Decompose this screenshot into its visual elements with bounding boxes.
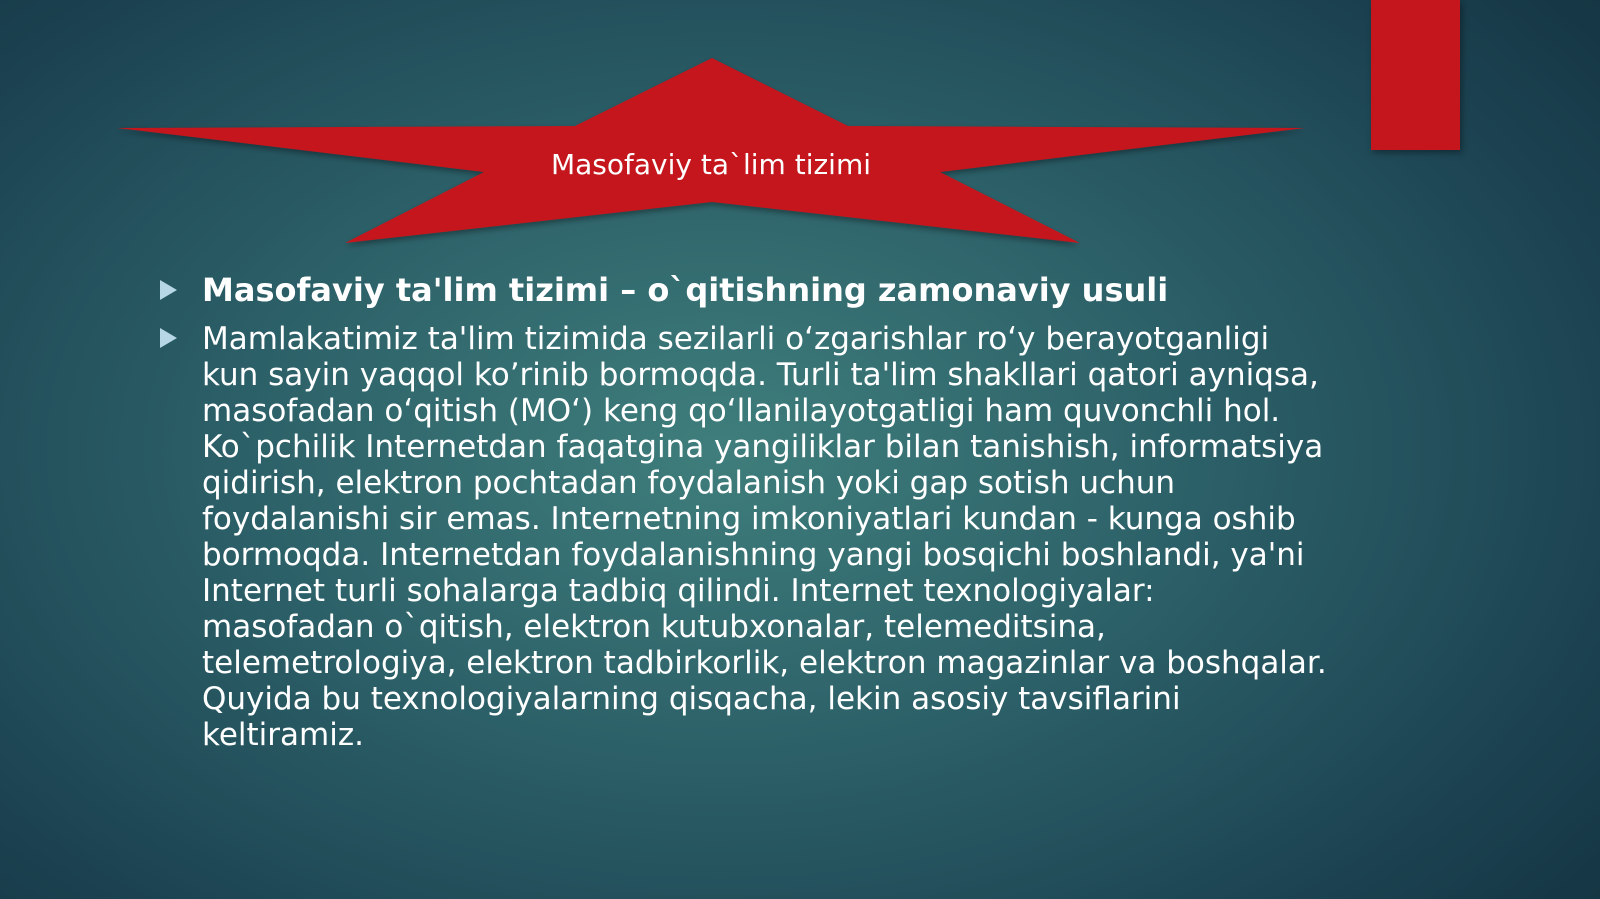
triangle-bullet-icon [160, 280, 177, 300]
slide-title: Masofaviy ta`lim tizimi [550, 148, 872, 181]
bullet-2-paragraph-2: Ko`pchilik Internetdan faqatgina yangiliklar bilan tanishish, informatsiya qidirish, elektron pochtadan foydalanish yoki gap sotish uchun foydalanishi sir emas. Internetning imkoniyatlari kundan - kunga oshib bormoqda. Internetdan foydalanishning yangi bosqichi boshlandi, ya'ni Internet turli sohalarga tadbiq qilindi. Internet texnologiyalar: masofadan o`qitish, elektron kutubxonalar, telemeditsina, telemetrologiya, elektron tadbirkorlik, elektron magazinlar va boshqalar. Quyida bu texnologiyalarning qisqacha, lekin asosiy tavsiflarini keltiramiz. [202, 429, 1327, 753]
bullet-item-2 [155, 321, 1335, 753]
title-star-shape [0, 0, 1600, 260]
triangle-bullet-icon [160, 328, 177, 348]
bullet-2-paragraph-1: Mamlakatimiz ta'lim tizimida sezilarli oʻzgarishlar roʻy berayotganligi kun sayin yaqqol ko’rinib bormoqda. Turli ta'lim shakllari qatori ayniqsa, masofadan oʻqitish (MOʻ) keng qoʻllanilayotgatligi ham quvonchli hol. [202, 321, 1319, 429]
bullet-1-text: Masofaviy ta'lim tizimi – o`qitishning zamonaviy usuli [202, 271, 1169, 309]
slide-content [155, 270, 1335, 753]
bullet-item-1 [155, 270, 1335, 310]
